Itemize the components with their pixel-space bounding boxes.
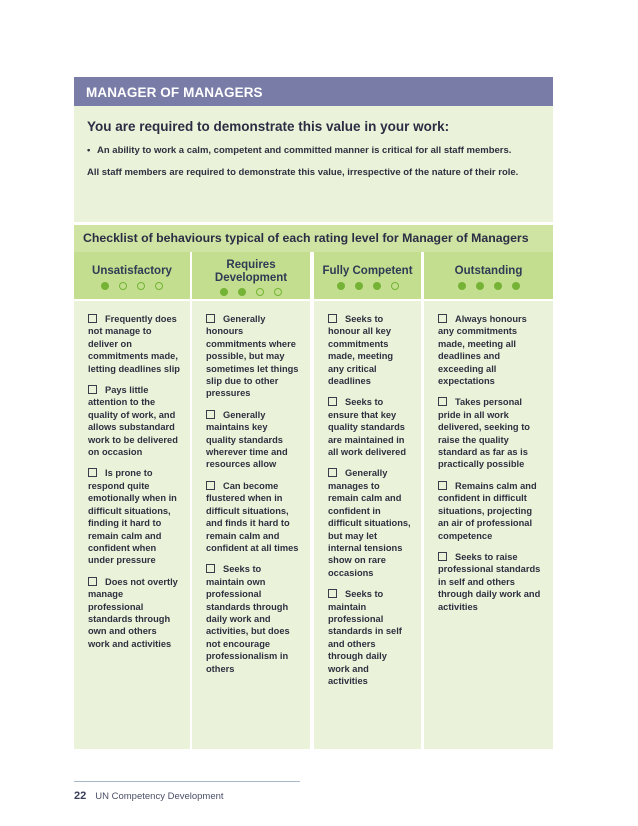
checklist-item [438, 551, 543, 613]
filled-dot-icon [458, 282, 466, 290]
checkbox-icon [88, 385, 97, 394]
column-label: Requires Development [214, 259, 288, 284]
checklist-heading: Checklist of behaviours typical of each rating level for Manager of Managers [74, 225, 553, 252]
checkbox-icon [328, 397, 337, 406]
checklist-item-text: Is prone to respond quite emotionally when in difficult situations, finding it hard to remain calm and confident when under pressure [88, 468, 177, 566]
checklist-item-text: Seeks to honour all key commitments made, meeting any critical deadlines [328, 314, 394, 387]
column-header-outstanding [424, 252, 553, 299]
checklist-item-text: Does not overtly manage professional standards through own and others work and activities [88, 576, 178, 649]
filled-dot-icon [220, 288, 228, 296]
empty-dot-icon [155, 282, 163, 290]
checkbox-icon [328, 314, 337, 323]
filled-dot-icon [238, 288, 246, 296]
rating-dots [424, 282, 553, 290]
value-note: All staff members are required to demonstrate this value, irrespective of the nature of their role. [87, 167, 519, 178]
empty-dot-icon [256, 288, 264, 296]
checkbox-icon [88, 577, 97, 586]
column-header-fully-competent [314, 252, 421, 299]
column-body-requires-development [192, 301, 310, 749]
checklist-item-text: Generally honours commitments where possible, but may sometimes let things slip due to other pressures [206, 314, 299, 399]
checklist-item-text: Seeks to maintain professional standards in self and others through daily work and activities [328, 589, 402, 686]
checklist-item-text: Pays little attention to the quality of work, and allows substandard work to be delivered on occasion [88, 385, 178, 458]
checklist-item [88, 467, 180, 566]
checkbox-icon [438, 552, 447, 561]
column-label: Outstanding [454, 265, 523, 277]
section-title: MANAGER OF MANAGERS [74, 77, 553, 106]
value-bullet [87, 145, 539, 156]
column-header-unsatisfactory [74, 252, 190, 299]
checklist-item [88, 576, 180, 650]
filled-dot-icon [512, 282, 520, 290]
checklist-item [88, 384, 180, 458]
checklist-item [88, 313, 180, 375]
checkbox-icon [206, 564, 215, 573]
value-heading: You are required to demonstrate this value in your work: [87, 119, 450, 134]
checkbox-icon [206, 314, 215, 323]
checklist-item [438, 313, 543, 387]
column-header-requires-development [192, 252, 310, 299]
checklist-item [206, 313, 300, 400]
empty-dot-icon [119, 282, 127, 290]
footer-text: UN Competency Development [95, 791, 224, 802]
bullet-icon: • [87, 145, 91, 156]
checklist-item [328, 396, 411, 458]
page-footer [74, 790, 224, 802]
checklist-item-text: Can become flustered when in difficult situations, and finds it hard to remain calm and confident at all times [206, 480, 299, 553]
checklist-item-text: Seeks to ensure that key quality standards are maintained in all work delivered [328, 397, 407, 458]
checklist-item-text: Takes personal pride in all work delivered, seeking to raise the quality standard as far as is practically possible [438, 397, 530, 470]
checkbox-icon [438, 314, 447, 323]
rating-dots [314, 282, 421, 290]
checklist-item-text: Generally maintains key quality standards wherever time and resources allow [206, 409, 288, 470]
filled-dot-icon [476, 282, 484, 290]
column-label: Unsatisfactory [92, 265, 172, 277]
checklist-item-text: Always honours any commitments made, meeting all deadlines and exceeding all expectations [438, 314, 527, 387]
page-number: 22 [74, 790, 87, 802]
column-label: Fully Competent [322, 265, 413, 277]
checklist-item-text: Generally manages to remain calm and confident in difficult situations, but may let internal tensions show on rare occasions [328, 468, 411, 578]
checklist-item [438, 396, 543, 470]
filled-dot-icon [101, 282, 109, 290]
filled-dot-icon [494, 282, 502, 290]
checklist-item [328, 588, 411, 687]
rating-dots [192, 288, 310, 296]
checklist-item [328, 313, 411, 387]
rating-dots [74, 282, 190, 290]
checklist-item [328, 467, 411, 579]
checkbox-icon [206, 410, 215, 419]
checklist-item-text: Frequently does not manage to deliver on commitments made, letting deadlines slip [88, 314, 180, 374]
checkbox-icon [88, 314, 97, 323]
checkbox-icon [328, 589, 337, 598]
checklist-item-text: Remains calm and confident in difficult situations, projecting an air of professional competence [438, 480, 537, 541]
empty-dot-icon [274, 288, 282, 296]
checkbox-icon [328, 468, 337, 477]
checkbox-icon [206, 481, 215, 490]
column-body-unsatisfactory [74, 301, 190, 749]
checklist-item [206, 563, 300, 675]
checklist-item-text: Seeks to raise professional standards in self and others through daily work and activities [438, 551, 541, 612]
filled-dot-icon [355, 282, 363, 290]
filled-dot-icon [373, 282, 381, 290]
empty-dot-icon [137, 282, 145, 290]
footer-divider [74, 781, 300, 782]
value-bullet-text: An ability to work a calm, competent and committed manner is critical for all staff members. [97, 145, 512, 156]
column-body-fully-competent [314, 301, 421, 749]
checklist-item [206, 409, 300, 471]
checklist-item-text: Seeks to maintain own professional standards through daily work and activities, but does not encourage professionalism in others [206, 564, 290, 674]
checklist-item [438, 480, 543, 542]
value-box [74, 106, 553, 222]
column-body-outstanding [424, 301, 553, 749]
checklist-item [206, 480, 300, 554]
checkbox-icon [438, 481, 447, 490]
checkbox-icon [88, 468, 97, 477]
empty-dot-icon [391, 282, 399, 290]
checkbox-icon [438, 397, 447, 406]
filled-dot-icon [337, 282, 345, 290]
